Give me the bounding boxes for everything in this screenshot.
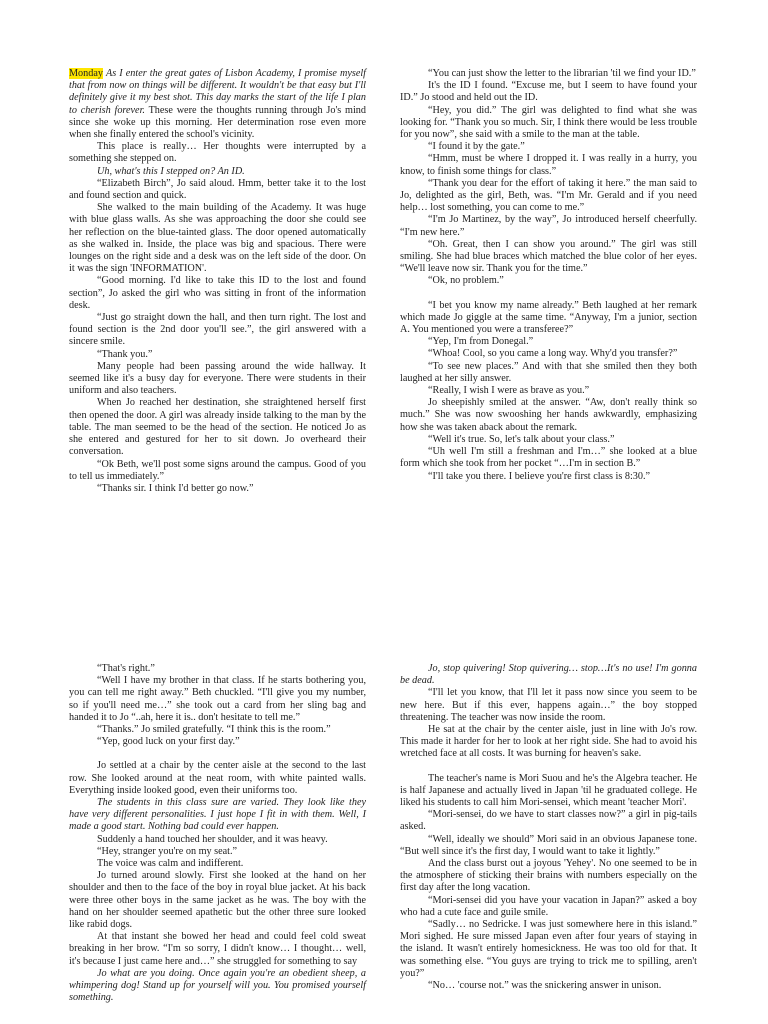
paragraph: [400, 919, 697, 980]
paragraph: [400, 446, 697, 470]
paragraph-text-continued: These were the thoughts running through Jo's mind since she woke up this morning. Her determination rose even more when she finally entered the school's vicinity.: [69, 104, 366, 141]
paragraph-text: “Thank you dear for the effort of taking it here.” the man said to Jo, delighted as the girl, Beth, was. “I'm Mr. Gerald and if you need help… lost something, you can come to me.”: [400, 177, 697, 214]
paragraph: [400, 895, 697, 919]
paragraph: [400, 239, 697, 276]
paragraph-text: Uh, what's this I stepped on? An ID.: [97, 165, 245, 177]
paragraph: [69, 797, 366, 834]
paragraph-text: “Well it's true. So, let's talk about your class.”: [428, 433, 615, 445]
paragraph-text: It's the ID I found. “Excuse me, but I seem to have found your ID.” Jo stood and held out the ID.: [400, 80, 697, 104]
paragraph-text: “To see new places.” And with that she smiled then they both laughed at her silly answer.: [400, 360, 697, 384]
highlighted-day-label: Monday: [69, 68, 103, 79]
paragraph: [69, 397, 366, 458]
paragraph-text: Jo, stop quivering! Stop quivering… stop…It's no use! I'm gonna be dead.: [400, 663, 697, 687]
paragraph-text: And the class burst out a joyous 'Yehey'. No one seemed to be in the atmosphere of sticking their brains with numbers especially on the first day after the long vacation.: [400, 858, 697, 894]
paragraph: [400, 980, 697, 992]
paragraph-text: “I'll take you there. I believe you're first class is 8:30.”: [428, 470, 651, 482]
paragraph-text: “Sadly… no Sedricke. I was just somewhere here in this island.” Mori sighed. He sure missed Japan even after four years of staying in the island. It wasn't entirely homesickness. He was too old for that. It was something else. “You guys are trying to trick me to spilling, aren't you?”: [400, 919, 697, 979]
text-column-3: [69, 663, 366, 1004]
paragraph-text: “I found it by the gate.”: [428, 141, 525, 153]
paragraph-text: “Hmm, must be where I dropped it. I was really in a hurry, you know, to finish some things for class.”: [400, 153, 697, 177]
paragraph: [69, 663, 366, 675]
paragraph-spacer: [400, 288, 697, 300]
paragraph: [400, 858, 697, 895]
paragraph-text: “I bet you know my name already.” Beth laughed at her remark which made Jo giggle at the same time. “Anyway, I'm a junior, section A. You mentioned you were a transferee?”: [400, 299, 697, 336]
paragraph-text: “Thanks.” Jo smiled gratefully. “I think this is the room.”: [97, 724, 331, 736]
paragraph: [400, 361, 697, 385]
paragraph: [69, 483, 366, 495]
paragraph: [400, 141, 697, 153]
paragraph: [400, 275, 697, 287]
paragraph-text: Jo sheepishly smiled at the answer. “Aw, don't really think so much.” She was now swooshing her hands awkwardly, emphasizing how she was taken aback about the remark.: [400, 397, 697, 433]
paragraph-spacer: [400, 761, 697, 773]
paragraph-text: “I'll let you know, that I'll let it pass now since you seem to be new here. But if this ever, happens again…” the boy stopped threatening. The teacher was now inside the room.: [400, 687, 697, 723]
paragraph-text: This place is really… Her thoughts were interrupted by a something she stepped on.: [69, 141, 366, 165]
paragraph: [400, 471, 697, 483]
paragraph-text: “Mori-sensei did you have your vacation in Japan?” asked a boy who had a cute face and guile smile.: [400, 894, 697, 918]
paragraph: [400, 834, 697, 858]
paragraph: [69, 724, 366, 736]
paragraph-text: “Just go straight down the hall, and then turn right. The lost and found section is the 2nd door you'll see.”, the girl answered with a sincere smile.: [69, 312, 366, 348]
paragraph: [69, 141, 366, 165]
paragraph: [69, 968, 366, 1005]
paragraph-text: “Ok, no problem.”: [428, 275, 504, 287]
paragraph-text: The teacher's name is Mori Suou and he's the Algebra teacher. He is half Japanese and actually lived in Japan 'til he graduated college. He liked his students to call him Mori-sensei, which meant 'teacher Mori'.: [400, 772, 697, 809]
paragraph-text: Suddenly a hand touched her shoulder, and it was heavy.: [97, 833, 328, 845]
paragraph: [400, 385, 697, 397]
paragraph-text: “Yep, good luck on your first day.”: [97, 736, 240, 748]
paragraph: [69, 349, 366, 361]
paragraph: [400, 663, 697, 687]
paragraph: [400, 336, 697, 348]
text-column-2: [400, 68, 697, 483]
paragraph-spacer: [69, 748, 366, 760]
paragraph-text: When Jo reached her destination, she straightened herself first then opened the door. A girl was already inside talking to the man by the table. The man seemed to be the head of the section. He noticed Jo as she entered and gestured for her to sit down. Jo overheard their conversation.: [69, 397, 366, 458]
paragraph: [69, 736, 366, 748]
paragraph-text: “That's right.”: [97, 663, 155, 674]
paragraph: [69, 834, 366, 846]
paragraph: [400, 80, 697, 104]
text-column-1: [69, 68, 366, 495]
text-column-4: [400, 663, 697, 992]
paragraph: [69, 166, 366, 178]
paragraph: [400, 773, 697, 810]
paragraph-text: “Yep, I'm from Donegal.”: [428, 336, 534, 348]
paragraph: [69, 459, 366, 483]
paragraph-text: “Hey, you did.” The girl was delighted to find what she was looking for. “Thank you so much. Sir, I think there would be less trouble for you now”, she said with a smile to the man at the table.: [400, 104, 697, 141]
paragraph-text: “Uh well I'm still a freshman and I'm…” she looked at a blue form which she took from her pocket “…I'm in section B.”: [400, 446, 697, 470]
paragraph: [69, 275, 366, 312]
paragraph: [400, 214, 697, 238]
paragraph-text: “You can just show the letter to the librarian 'til we find your ID.”: [428, 68, 696, 79]
paragraph-text: Many people had been passing around the wide hallway. It seemed like it's a busy day for everyone. There were students in their uniform and also teachers.: [69, 360, 366, 397]
paragraph: [69, 361, 366, 398]
paragraph: [400, 178, 697, 215]
paragraph-text: “Really, I wish I were as brave as you.”: [428, 385, 590, 397]
paragraph: [69, 870, 366, 931]
paragraph-text: “Elizabeth Birch”, Jo said aloud. Hmm, better take it to the lost and found section and quick.: [69, 177, 366, 202]
paragraph-text: The voice was calm and indifferent.: [97, 858, 244, 870]
paragraph-text: Jo what are you doing. Once again you're an obedient sheep, a whimpering dog! Stand up for yourself will you. You promised yourself something.: [69, 967, 366, 1004]
paragraph: [400, 300, 697, 337]
paragraph: [400, 434, 697, 446]
paragraph: [400, 105, 697, 142]
paragraph-text: At that instant she bowed her head and could feel cold sweat breaking in her brow. “I'm so sorry, I didn't know… I thought… well, it's because I just came here and…” she struggled for something to say: [69, 931, 366, 967]
paragraph: [69, 312, 366, 349]
paragraph: [69, 68, 366, 141]
paragraph: [400, 687, 697, 724]
paragraph-text: “Oh. Great, then I can show you around.” The girl was still smiling. She had blue braces which matched the blue color of her eyes. “We'll leave now sir. Thank you for the time.”: [400, 238, 697, 275]
paragraph: [400, 724, 697, 761]
paragraph: [400, 153, 697, 177]
paragraph: [69, 178, 366, 202]
paragraph: [69, 846, 366, 858]
paragraph: [400, 68, 697, 80]
paragraph-text: “I'm Jo Martinez, by the way”, Jo introduced herself cheerfully. “I'm new here.”: [400, 214, 697, 238]
paragraph-text: “Hey, stranger you're on my seat.”: [97, 845, 238, 857]
paragraph: [400, 809, 697, 833]
paragraph: [69, 931, 366, 968]
paragraph-text: She walked to the main building of the Academy. It was huge with blue glass walls. As she was approaching the door she could see her reflection on the blue-tainted glass. The door opened automatically as she walked in. Inside, the place was big and spacious. There were lounges on the right side and a desk was on the left side of the door. On it was the sign 'INFORMATION'.: [69, 202, 366, 275]
paragraph-text: “Thank you.”: [97, 348, 153, 360]
paragraph-text: “Well I have my brother in that class. If he starts bothering you, you can tell me right away.” Beth chuckled. “I'll give you my number, so if you'll need me…” she took out a card from her sling bag and handed it to Jo “..ah, here it is.. don't hesitate to tell me.”: [69, 675, 366, 723]
paragraph-text: “Thanks sir. I think I'd better go now.”: [97, 482, 254, 494]
paragraph: [69, 675, 366, 724]
paragraph: [400, 397, 697, 434]
paragraph-text: “Whoa! Cool, so you came a long way. Why'd you transfer?”: [428, 348, 678, 360]
paragraph-text: The students in this class sure are varied. They look like they have very different personalities. I just hope I fit in with them. Well, I made a good start. Nothing bad could ever happen.: [69, 797, 366, 833]
paragraph-text: Jo settled at a chair by the center aisle at the second to the last row. She looked around at the neat room, with white painted walls. Everything inside looked good, even their uniforms too.: [69, 760, 366, 796]
paragraph-text: “Mori-sensei, do we have to start classes now?” a girl in pig-tails asked.: [400, 809, 697, 833]
paragraph: [69, 760, 366, 797]
paragraph-text: “Good morning. I'd like to take this ID to the lost and found section”, Jo asked the girl who was sitting in front of the information desk.: [69, 275, 366, 311]
paragraph-text: He sat at the chair by the center aisle, just in line with Jo's row. This made it harder for her to look at her right side. She had to avoid his wretched face at all costs. It was burning for heaven's sake.: [400, 724, 697, 760]
paragraph: [69, 202, 366, 275]
paragraph-text: “No… 'course not.” was the snickering answer in unison.: [428, 980, 662, 992]
paragraph-text: “Ok Beth, we'll post some signs around the campus. Good of you to tell us immediately.”: [69, 458, 366, 482]
paragraph-text: As I enter the great gates of Lisbon Academy, I promise myself that from now on things will be different. It wouldn't be that easy but I'll definitely give it my best shot. This day marks the start of the life I plan to cherish forever.: [69, 68, 367, 116]
paragraph: [69, 858, 366, 870]
paragraph: [400, 348, 697, 360]
paragraph-text: Jo turned around slowly. First she looked at the hand on her shoulder and then to the face of the boy in royal blue jacket. At his back were three other boys in the same jacket as he was. The boy with the hand on her shoulder seemed apathetic but the other three sure looked like rabid dogs.: [69, 870, 366, 931]
paragraph-text: “Well, ideally we should” Mori said in an obvious Japanese tone. “But well since it's the first day, I would want to take it lightly.”: [400, 833, 697, 857]
